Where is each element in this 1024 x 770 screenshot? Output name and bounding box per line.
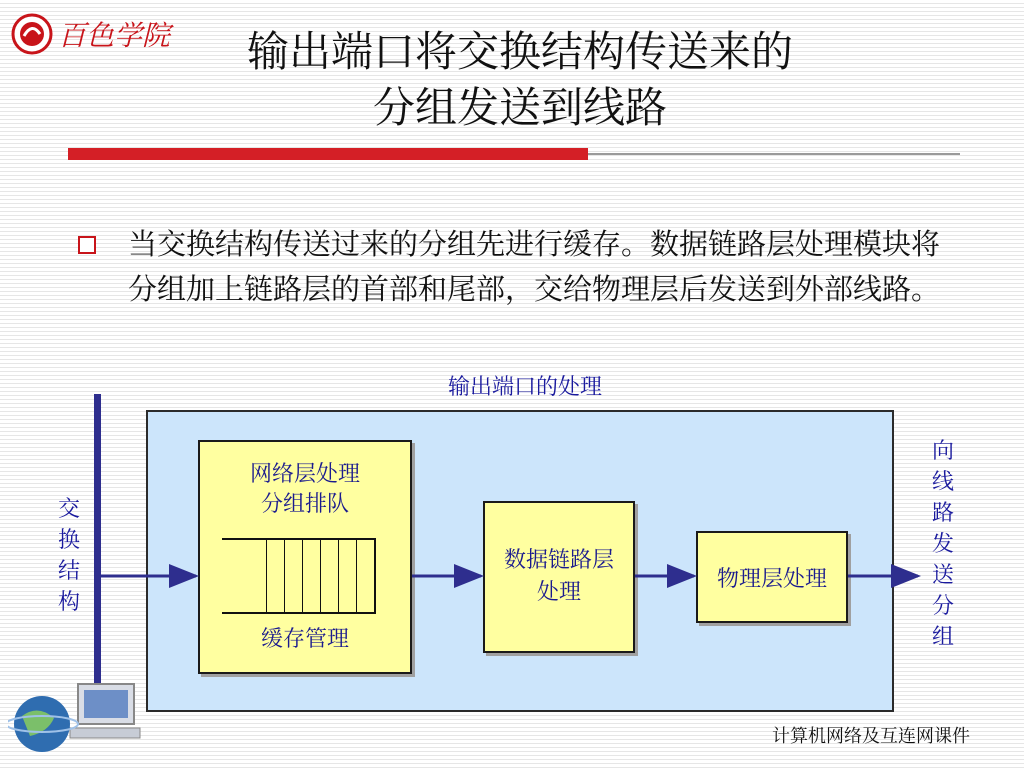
data-link-label-2: 处理 [536,580,581,605]
data-link-label-1: 数据链路层 [503,548,614,573]
title-line-2: 分组发送到线路 [372,83,667,132]
globe-computer-decoration [8,676,148,766]
diagram-title: 输出端口的处理 [447,375,602,400]
switch-fabric-label: 交换结构 [57,497,80,615]
buffer-management-label: 缓存管理 [260,627,349,652]
bullet-text: 当交换结构传送过来的分组先进行缓存。数据链路层处理模块将分组加上链路层的首部和尾部，交给物理层后发送到外部线路。 [128,227,941,306]
footer-text: 计算机网络及互连网课件 [772,726,970,747]
to-line-label: 向线路发送分组 [931,439,954,650]
title-line-1: 输出端口将交换结构传送来的 [246,27,793,76]
queueing-label: 分组排队 [260,492,349,517]
svg-text:百色学院: 百色学院 [58,19,171,52]
physical-layer-label: 物理层处理 [716,566,827,592]
network-layer-label: 网络层处理 [249,462,360,487]
